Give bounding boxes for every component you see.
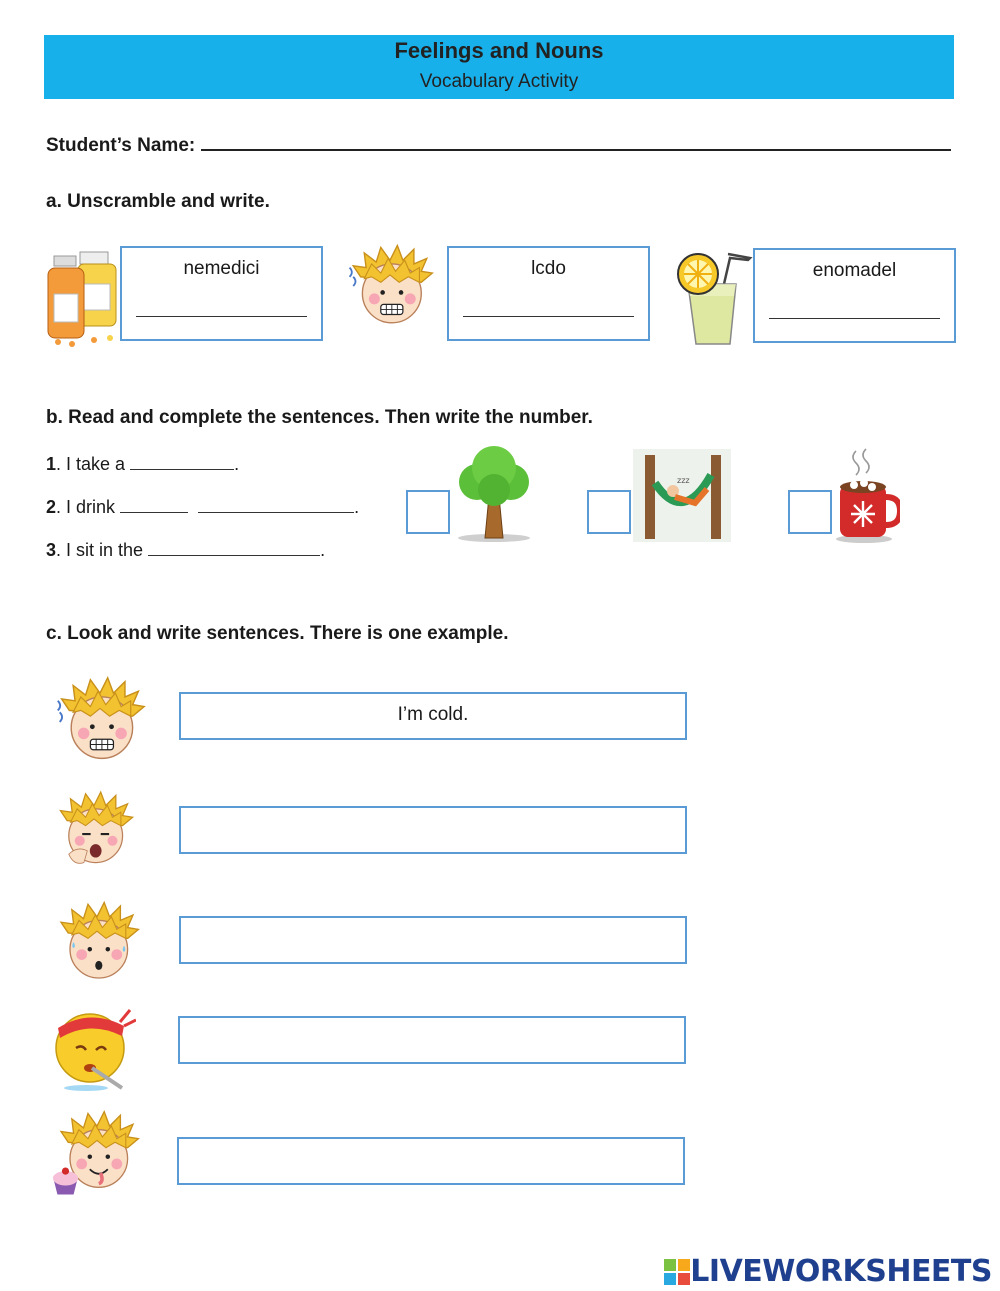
sentence-blank[interactable] (148, 537, 320, 556)
sentence-blank[interactable] (120, 494, 188, 513)
hot-face-icon (52, 897, 142, 987)
student-name-field[interactable] (201, 131, 951, 151)
hungry-face-icon (52, 1106, 142, 1202)
liveworksheets-logo-icon (664, 1259, 690, 1285)
medicine-bottles-icon (44, 250, 122, 348)
unscramble-box-3 (753, 248, 956, 343)
answer-input-1[interactable] (136, 292, 307, 317)
sentence-box-4[interactable] (178, 1016, 686, 1064)
unscramble-box-2 (447, 246, 650, 341)
worksheet-subtitle: Vocabulary Activity (419, 71, 579, 92)
sentence-number: 3 (46, 540, 57, 560)
liveworksheets-logo (664, 1254, 992, 1289)
section-c-heading: c. Look and write sentences. There is one example. (46, 623, 509, 644)
example-answer: I’m cold. (397, 704, 469, 725)
sentence-blank[interactable] (130, 451, 234, 470)
answer-input-2[interactable] (463, 292, 634, 317)
sentence-text: . I take a (56, 454, 131, 474)
sentence-box-2[interactable] (179, 806, 687, 854)
hot-chocolate-icon (834, 447, 900, 543)
sentence-blank[interactable] (198, 494, 354, 513)
number-box-hot-chocolate[interactable] (788, 490, 832, 534)
lemonade-glass-icon (670, 250, 754, 348)
sentence-box-3[interactable] (179, 916, 687, 964)
sentence-end: . (320, 540, 326, 560)
number-box-tree[interactable] (406, 490, 450, 534)
unscramble-box-1 (120, 246, 323, 341)
cold-face-icon (344, 240, 436, 332)
sentence-3 (46, 537, 325, 561)
sentence-text: . I sit in the (56, 540, 149, 560)
section-a-heading: a. Unscramble and write. (46, 191, 270, 212)
sentence-number: 1 (46, 454, 57, 474)
cold-face-icon (52, 672, 148, 768)
student-name-row (46, 131, 951, 157)
tree-icon (455, 446, 533, 542)
scrambled-word: enomadel (812, 260, 897, 281)
tired-face-icon (52, 787, 136, 871)
number-box-hammock[interactable] (587, 490, 631, 534)
svg-text:zzz: zzz (677, 476, 690, 485)
sentence-1 (46, 451, 239, 475)
liveworksheets-brand: LIVEWORKSHEETS (690, 1254, 992, 1289)
worksheet-title: Feelings and Nouns (394, 38, 604, 63)
section-b-heading: b. Read and complete the sentences. Then write the number. (46, 407, 593, 428)
scrambled-word: nemedici (183, 258, 260, 279)
title-banner (44, 35, 954, 99)
sentence-end: . (354, 497, 360, 517)
sick-face-icon (52, 1002, 136, 1094)
answer-input-3[interactable] (769, 294, 940, 319)
hammock-icon (633, 449, 731, 542)
sentence-box-1[interactable] (179, 692, 687, 740)
sentence-number: 2 (46, 497, 57, 517)
student-name-label: Student’s Name: (46, 135, 196, 156)
scrambled-word: lcdo (531, 258, 566, 279)
sentence-box-5[interactable] (177, 1137, 685, 1185)
sentence-end: . (234, 454, 240, 474)
sentence-2 (46, 494, 359, 518)
sentence-text: . I drink (56, 497, 121, 517)
